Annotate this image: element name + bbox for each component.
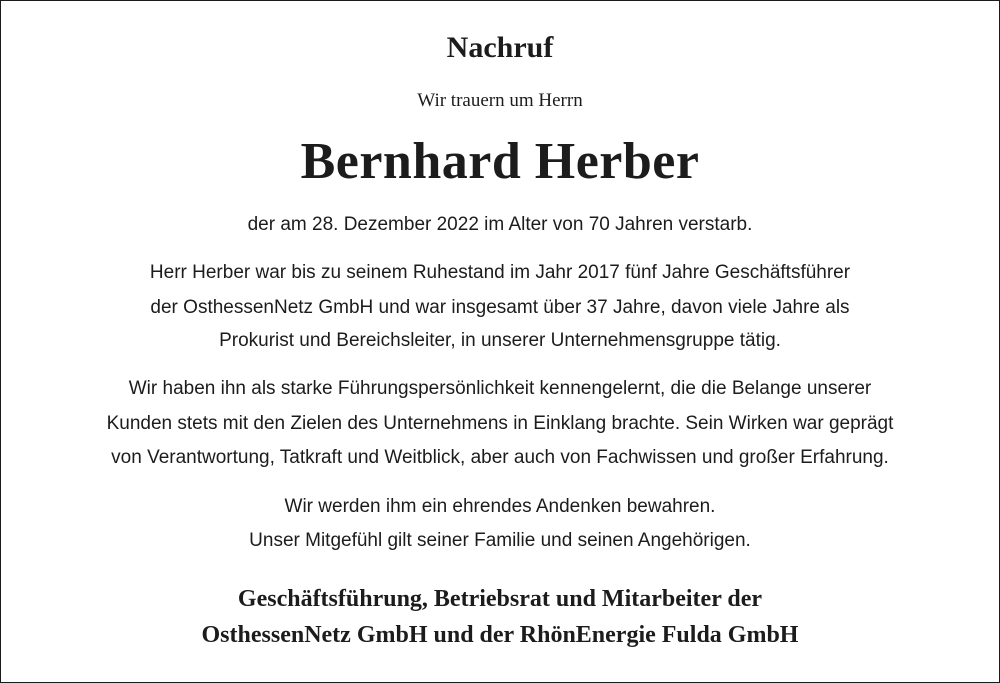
- paragraph3-line: Unser Mitgefühl gilt seiner Familie und seinen Angehörigen.: [249, 530, 751, 551]
- paragraph1-line: Prokurist und Bereichsleiter, in unserer Unternehmensgruppe tätig.: [219, 330, 781, 351]
- paragraph1-line: der OsthessenNetz GmbH und war insgesamt über 37 Jahre, davon viele Jahre als: [150, 297, 850, 318]
- paragraph1-line: Herr Herber war bis zu seinem Ruhestand im Jahr 2017 fünf Jahre Geschäftsführer: [149, 262, 851, 283]
- paragraph2-line: Wir haben ihn als starke Führungspersönlichkeit kennengelernt, die die Belange unserer: [128, 378, 872, 399]
- notice-intro: Wir trauern um Herrn: [417, 90, 583, 111]
- paragraph2-line: Kunden stets mit den Zielen des Unternehmens in Einklang brachte. Sein Wirken war geprägt: [106, 413, 894, 434]
- death-line: der am 28. Dezember 2022 im Alter von 70 Jahren verstarb.: [247, 214, 753, 235]
- deceased-name: Bernhard Herber: [300, 133, 700, 190]
- signature-line: OsthessenNetz GmbH und der RhönEnergie Fulda GmbH: [201, 622, 799, 648]
- signature-line: Geschäftsführung, Betriebsrat und Mitarbeiter der: [237, 586, 763, 612]
- paragraph2-line: von Verantwortung, Tatkraft und Weitblick, aber auch von Fachwissen und großer Erfahrung.: [111, 447, 889, 468]
- notice-heading: Nachruf: [446, 31, 554, 64]
- paragraph3-line: Wir werden ihm ein ehrendes Andenken bewahren.: [284, 496, 716, 517]
